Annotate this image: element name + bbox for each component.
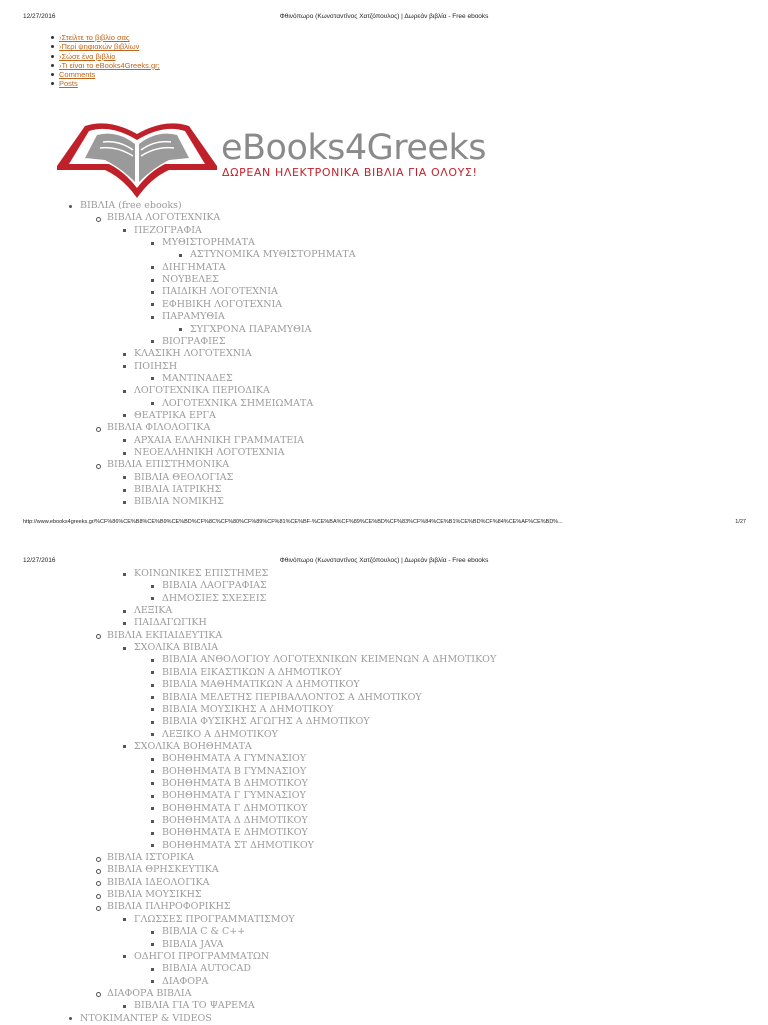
menu-item-level3[interactable]: ΛΟΓΟΤΕΧΝΙΚΑ ΠΕΡΙΟΔΙΚΑ [134, 385, 270, 397]
menu-item-level4[interactable]: ΒΙΟΓΡΑΦΙΕΣ [162, 335, 226, 347]
menu-item-level4[interactable]: ΜΑΝΤΙΝΑΔΕΣ [162, 372, 233, 384]
menu-item-level4[interactable]: ΒΙΒΛΙΑ ΑΝΘΟΛΟΓΙΟΥ ΛΟΓΟΤΕΧΝΙΚΩΝ ΚΕΙΜΕΝΩΝ Α ΔΗΜΟΤΙΚΟΥ [162, 654, 497, 666]
menu-item-level3[interactable]: ΝΕΟΕΛΛΗΝΙΚΗ ΛΟΓΟΤΕΧΝΙΑ [134, 447, 285, 458]
list-bullet [96, 634, 101, 639]
menu-item-level3[interactable]: ΚΛΑΣΙΚΗ ΛΟΓΟΤΕΧΝΙΑ [134, 348, 252, 360]
menu-item-level4[interactable]: ΒΙΒΛΙΑ ΛΑΟΓΡΑΦΙΑΣ [162, 580, 267, 592]
list-bullet [151, 303, 154, 306]
list-bullet [151, 377, 154, 380]
menu-item-level4[interactable]: ΔΗΜΟΣΙΕΣ ΣΧΕΣΕΙΣ [162, 592, 267, 604]
menu-item-level1[interactable]: ΒΙΒΛΙΑ (free ebooks) [80, 200, 182, 211]
list-bullet [69, 205, 72, 208]
what-is-link[interactable]: ›Τι είναι το eBooks4Greeks.gr; [59, 60, 160, 70]
list-bullet [151, 266, 154, 269]
menu-item-level1[interactable]: ΝΤΟΚΙΜΑΝΤΕΡ & VIDEOS [80, 1012, 212, 1024]
menu-item-level4[interactable]: ΒΟΗΘΗΜΑΤΑ Γ ΔΗΜΟΤΙΚΟΥ [162, 802, 308, 814]
menu-item-level4[interactable]: ΠΑΙΔΙΚΗ ΛΟΓΟΤΕΧΝΙΑ [162, 286, 278, 298]
list-bullet [151, 291, 154, 294]
list-bullet [123, 918, 126, 921]
print-footer [0, 519, 768, 531]
menu-item-level4[interactable]: ΕΦΗΒΙΚΗ ΛΟΓΟΤΕΧΝΙΑ [162, 298, 283, 310]
menu-item-level4[interactable]: ΜΥΘΙΣΤΟΡΗΜΑΤΑ [162, 237, 255, 249]
menu-item-level2[interactable]: ΒΙΒΛΙΑ ΘΡΗΣΚΕΥΤΙΚΑ [107, 864, 219, 876]
menu-item-level2[interactable]: ΒΙΒΛΙΑ ΜΟΥΣΙΚΗΣ [107, 889, 202, 901]
menu-item-level4[interactable]: ΠΑΡΑΜΥΘΙΑ [162, 311, 225, 323]
save-a-book-link[interactable]: ›Σώσε ένα βιβλίο [59, 51, 116, 61]
menu-item-level2[interactable]: ΒΙΒΛΙΑ ΕΠΙΣΤΗΜΟΝΙΚΑ [107, 459, 230, 471]
list-bullet [151, 980, 154, 983]
list-bullet [123, 647, 126, 650]
menu-item-level3[interactable]: ΛΕΞΙΚΑ [134, 605, 173, 617]
print-date: 12/27/2016 [23, 557, 56, 564]
list-bullet [96, 427, 101, 432]
list-bullet [96, 857, 101, 862]
send-book-link[interactable]: ›Στείλτε το βιβλίο σας [59, 33, 130, 42]
menu-item-level3[interactable]: ΣΧΟΛΙΚΑ ΒΙΒΛΙΑ [134, 642, 219, 654]
list-bullet [69, 1017, 72, 1020]
top-link-item [58, 79, 160, 88]
list-bullet [151, 832, 154, 835]
list-bullet [151, 242, 154, 245]
list-bullet [123, 365, 126, 368]
list-bullet [96, 894, 101, 899]
print-page-number: 1/27 [735, 519, 746, 525]
menu-item-level3[interactable]: ΒΙΒΛΙΑ ΙΑΤΡΙΚΗΣ [134, 484, 222, 496]
list-bullet [151, 585, 154, 588]
print-title: Φθινόπωρο (Κωνσταντίνος Χατζόπουλος) | Δωρεάν βιβλία - Free ebooks [279, 557, 489, 564]
menu-item-level3[interactable]: ΒΙΒΛΙΑ ΝΟΜΙΚΗΣ [134, 496, 224, 508]
list-bullet [151, 708, 154, 711]
list-bullet [151, 807, 154, 810]
menu-item-level4[interactable]: ΛΕΞΙΚΟ Α ΔΗΜΟΤΙΚΟΥ [162, 728, 278, 740]
logo-brand-text: eBooks4Greeks [221, 128, 486, 168]
print-url: http://www.ebooks4greeks.gr/%CF%86%CE%B8%CE%B9%CE%BD%CF%8C%CF%80%CF%89%CF%81%CE%BF-%CE%BA%CF%89%CE%BD%CF%83%CF%84%CE%B1%CE%BD%CF%84%CE%AF%CE%BD%... [23, 519, 563, 525]
menu-item-level4[interactable]: ΒΙΒΛΙΑ ΜΟΥΣΙΚΗΣ Α ΔΗΜΟΤΙΚΟΥ [162, 703, 334, 715]
menu-item-level4[interactable]: ΒΙΒΛΙΑ AUTOCAD [162, 963, 251, 975]
menu-item-level3[interactable]: ΘΕΑΤΡΙΚΑ ΕΡΓΑ [134, 409, 216, 421]
top-links-list [58, 33, 160, 89]
list-bullet [123, 489, 126, 492]
menu-item-level4[interactable]: ΒΟΗΘΗΜΑΤΑ Β ΓΥΜΝΑΣΙΟΥ [162, 765, 307, 777]
menu-item-level4[interactable]: ΛΟΓΟΤΕΧΝΙΚΑ ΣΗΜΕΙΩΜΑΤΑ [162, 397, 314, 409]
list-bullet [151, 795, 154, 798]
list-bullet [151, 721, 154, 724]
list-bullet [123, 353, 126, 356]
menu-item-level3[interactable]: ΒΙΒΛΙΑ ΘΕΟΛΟΓΙΑΣ [134, 471, 234, 483]
list-bullet [151, 931, 154, 934]
top-link-item [58, 52, 160, 61]
list-bullet [151, 968, 154, 971]
menu-item-level3[interactable]: ΣΧΟΛΙΚΑ ΒΟΗΘΗΜΑΤΑ [134, 740, 252, 752]
menu-item-level3[interactable]: ΠΑΙΔΑΓΩΓΙΚΗ [134, 617, 207, 629]
list-bullet [123, 610, 126, 613]
menu-item-level5[interactable]: ΣΥΓΧΡΟΝΑ ΠΑΡΑΜΥΘΙΑ [190, 323, 312, 335]
menu-item-level3[interactable]: ΠΕΖΟΓΡΑΦΙΑ [134, 224, 202, 236]
menu-item-level2[interactable]: ΒΙΒΛΙΑ ΙΣΤΟΡΙΚΑ [107, 852, 194, 864]
list-bullet [151, 659, 154, 662]
list-bullet [96, 217, 101, 222]
menu-item-level3[interactable]: ΟΔΗΓΟΙ ΠΡΟΓΡΑΜΜΑΤΩΝ [134, 950, 270, 962]
list-bullet [179, 254, 182, 257]
print-header [0, 13, 768, 25]
print-date: 12/27/2016 [23, 13, 56, 20]
menu-item-level4[interactable]: ΒΟΗΘΗΜΑΤΑ ΣΤ ΔΗΜΟΤΙΚΟΥ [162, 839, 314, 851]
menu-item-level4[interactable]: ΔΙΗΓΗΜΑΤΑ [162, 261, 226, 273]
list-bullet [179, 328, 182, 331]
menu-item-level4[interactable]: ΒΟΗΘΗΜΑΤΑ Β ΔΗΜΟΤΙΚΟΥ [162, 777, 308, 789]
list-bullet [151, 671, 154, 674]
list-bullet [123, 573, 126, 576]
about-ebooks-link[interactable]: ›Περί ψηφιακών βιβλίων [59, 42, 140, 52]
logo-tagline: ΔΩΡΕΑΝ ΗΛΕΚΤΡΟΝΙΚΑ ΒΙΒΛΙΑ ΓΙΑ ΟΛΟΥΣ! [222, 166, 478, 179]
menu-item-level3[interactable]: ΓΛΩΣΣΕΣ ΠΡΟΓΡΑΜΜΑΤΙΣΜΟΥ [134, 913, 295, 925]
menu-item-level2[interactable]: ΒΙΒΛΙΑ ΙΔΕΟΛΟΓΙΚΑ [107, 876, 210, 888]
list-bullet [151, 340, 154, 343]
list-bullet [123, 955, 126, 958]
print-header-page2 [0, 557, 768, 569]
menu-item-level4[interactable]: ΒΙΒΛΙΑ ΜΑΘΗΜΑΤΙΚΩΝ Α ΔΗΜΟΤΙΚΟΥ [162, 679, 360, 691]
menu-item-level3[interactable]: ΠΟΙΗΣΗ [134, 360, 178, 372]
menu-item-level4[interactable]: ΝΟΥΒΕΛΕΣ [162, 274, 219, 286]
posts-feed-link[interactable]: Posts [59, 79, 78, 89]
list-bullet [151, 758, 154, 761]
menu-item-level4[interactable]: ΒΟΗΘΗΜΑΤΑ Δ ΔΗΜΟΤΙΚΟΥ [162, 815, 308, 826]
menu-item-level5[interactable]: ΑΣΤΥΝΟΜΙΚΑ ΜΥΘΙΣΤΟΡΗΜΑΤΑ [190, 249, 356, 261]
list-bullet [123, 390, 126, 393]
menu-item-level2[interactable]: ΒΙΒΛΙΑ ΦΙΛΟΛΟΓΙΚΑ [107, 422, 211, 434]
list-bullet [123, 1005, 126, 1008]
list-bullet [151, 782, 154, 785]
menu-item-level3[interactable]: ΒΙΒΛΙΑ ΓΙΑ ΤΟ ΨΑΡΕΜΑ [134, 1000, 255, 1012]
menu-item-level4[interactable]: ΒΙΒΛΙΑ JAVA [162, 938, 224, 950]
list-bullet [151, 684, 154, 687]
list-bullet [151, 770, 154, 773]
list-bullet [123, 476, 126, 479]
list-bullet [123, 414, 126, 417]
menu-item-level2[interactable]: ΒΙΒΛΙΑ ΕΚΠΑΙΔΕΥΤΙΚΑ [107, 629, 223, 641]
list-bullet [96, 869, 101, 874]
list-bullet [151, 733, 154, 736]
list-bullet [151, 844, 154, 847]
list-bullet [123, 229, 126, 232]
list-bullet [151, 597, 154, 600]
list-bullet [151, 820, 154, 823]
comments-feed-link[interactable]: Comments [59, 70, 96, 80]
list-bullet [123, 622, 126, 625]
menu-item-level2[interactable]: ΔΙΑΦΟΡΑ ΒΙΒΛΙΑ [107, 987, 192, 999]
print-title: Φθινόπωρο (Κωνσταντίνος Χατζόπουλος) | Δωρεάν βιβλία - Free ebooks [279, 13, 489, 20]
menu-item-level4[interactable]: ΔΙΑΦΟΡΑ [162, 975, 209, 987]
list-bullet [123, 745, 126, 748]
site-logo[interactable] [55, 120, 486, 198]
list-bullet [96, 906, 101, 911]
menu-item-level3[interactable]: ΚΟΙΝΩΝΙΚΕΣ ΕΠΙΣΤΗΜΕΣ [134, 568, 269, 579]
top-link-item [58, 33, 160, 42]
menu-item-level2[interactable]: ΒΙΒΛΙΑ ΠΛΗΡΟΦΟΡΙΚΗΣ [107, 901, 231, 913]
list-bullet [96, 881, 101, 886]
menu-item-level4[interactable]: ΒΙΒΛΙΑ ΜΕΛΕΤΗΣ ΠΕΡΙΒΑΛΛΟΝΤΟΣ Α ΔΗΜΟΤΙΚΟΥ [162, 691, 422, 703]
open-book-icon [55, 120, 220, 198]
top-link-item [58, 70, 160, 79]
menu-item-level4[interactable]: ΒΟΗΘΗΜΑΤΑ Ε ΔΗΜΟΤΙΚΟΥ [162, 827, 308, 839]
menu-item-level4[interactable]: ΒΙΒΛΙΑ ΦΥΣΙΚΗΣ ΑΓΩΓΗΣ Α ΔΗΜΟΤΙΚΟΥ [162, 716, 370, 728]
menu-item-level4[interactable]: ΒΟΗΘΗΜΑΤΑ Α ΓΥΜΝΑΣΙΟΥ [162, 753, 307, 765]
list-bullet [151, 402, 154, 405]
menu-item-level4[interactable]: ΒΟΗΘΗΜΑΤΑ Γ ΓΥΜΝΑΣΙΟΥ [162, 790, 306, 802]
menu-item-level4[interactable]: ΒΙΒΛΙΑ ΕΙΚΑΣΤΙΚΩΝ Α ΔΗΜΟΤΙΚΟΥ [162, 666, 342, 678]
list-bullet [96, 464, 101, 469]
list-bullet [123, 439, 126, 442]
menu-item-level3[interactable]: ΑΡΧΑΙΑ ΕΛΛΗΝΙΚΗ ΓΡΑΜΜΑΤΕΙΑ [134, 434, 304, 446]
list-bullet [123, 501, 126, 504]
list-bullet [151, 943, 154, 946]
top-link-item [58, 42, 160, 51]
menu-item-level4[interactable]: ΒΙΒΛΙΑ C & C++ [162, 926, 246, 938]
list-bullet [151, 316, 154, 319]
top-link-item [58, 61, 160, 70]
list-bullet [96, 992, 101, 997]
list-bullet [123, 452, 126, 455]
list-bullet [151, 279, 154, 282]
menu-item-level2[interactable]: ΒΙΒΛΙΑ ΛΟΓΟΤΕΧΝΙΚΑ [107, 212, 221, 224]
list-bullet [151, 696, 154, 699]
